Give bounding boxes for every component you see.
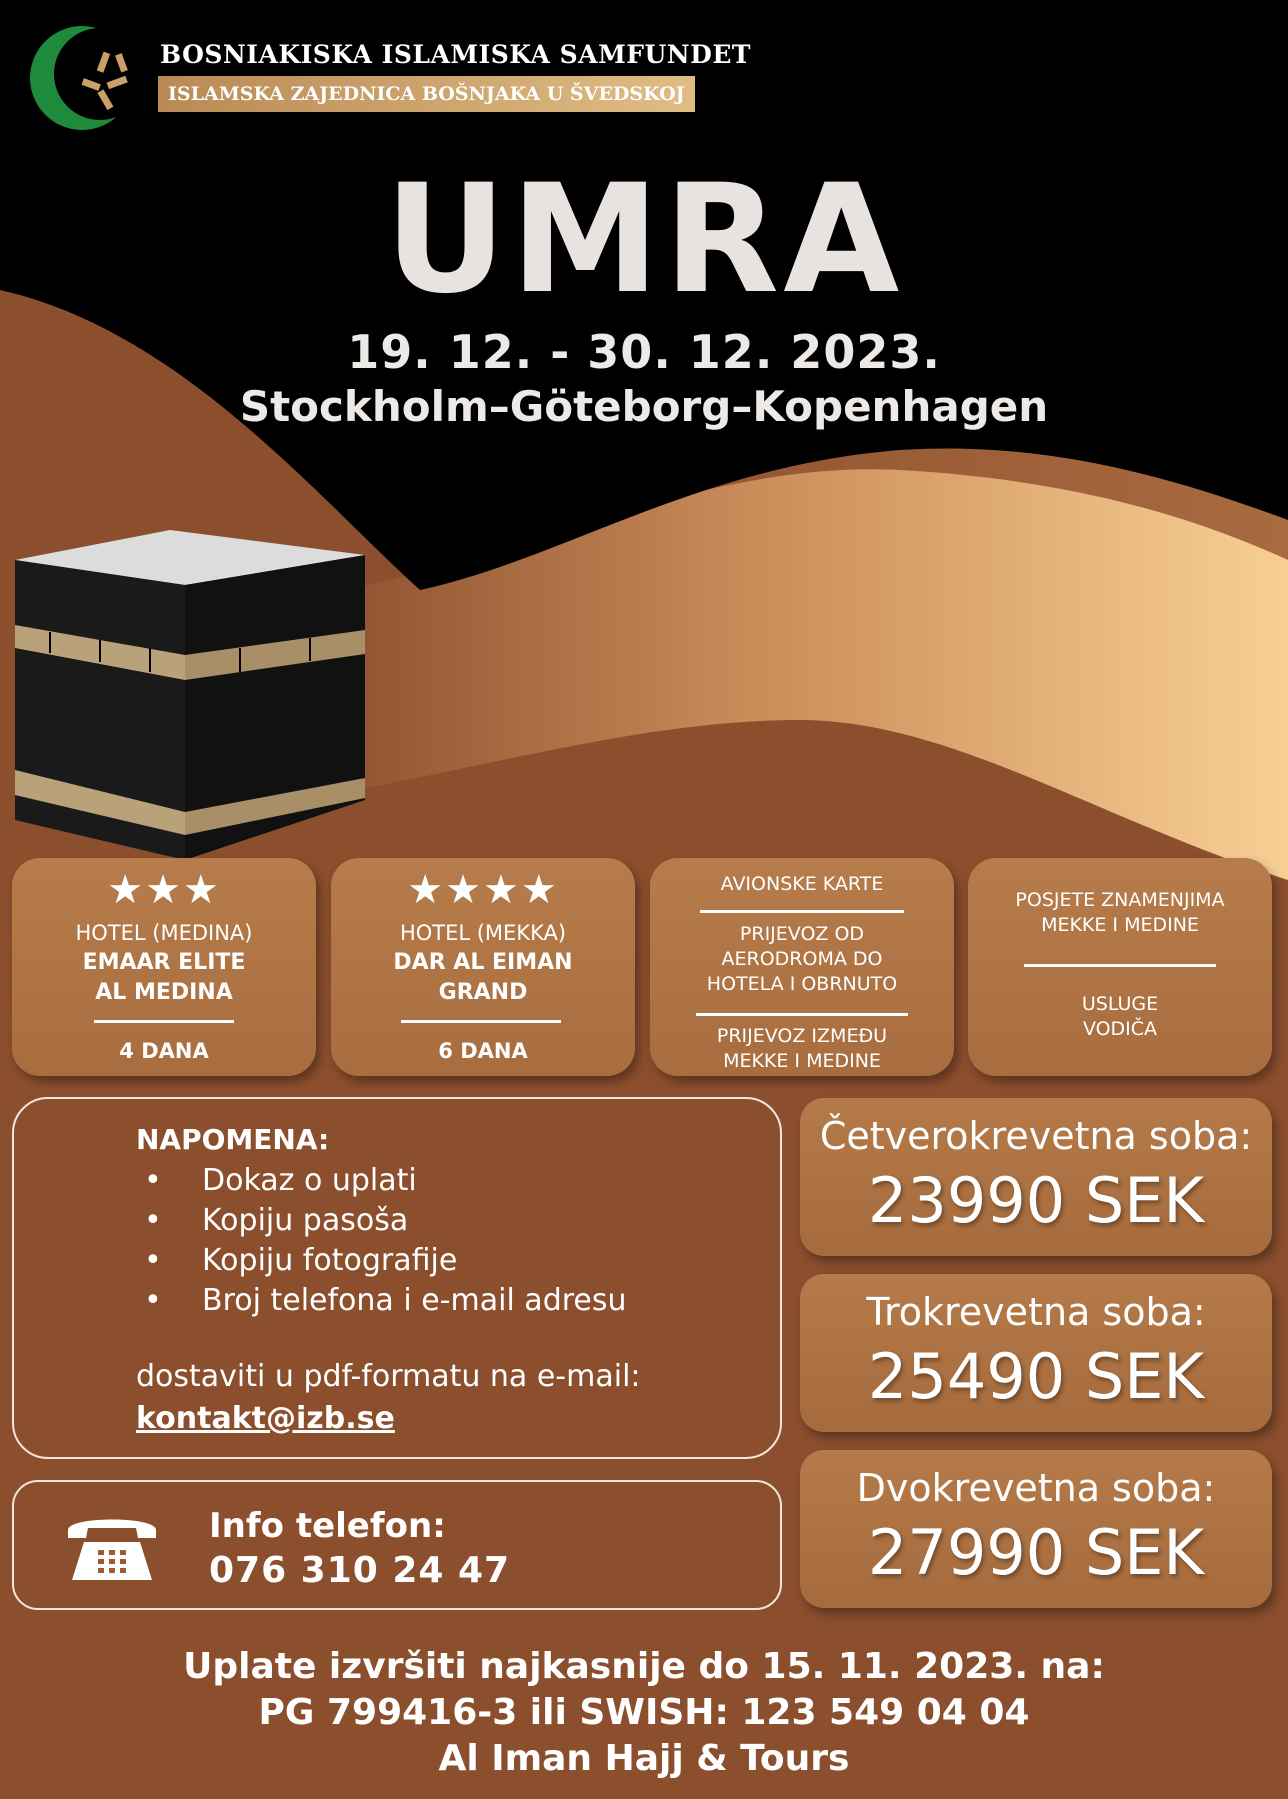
airport-transfer-line2: AERODROMA DO bbox=[721, 948, 883, 970]
sightseeing-line2: MEKKE I MEDINE bbox=[1041, 914, 1199, 936]
flight-tickets-text: AVIONSKE KARTE bbox=[720, 873, 884, 895]
delivery-instruction: dostaviti u pdf-formatu na e-mail: bbox=[136, 1359, 641, 1394]
room-price: 23990 SEK bbox=[867, 1164, 1205, 1237]
payment-deadline: Uplate izvršiti najkasnije do 15. 11. 2023. na: bbox=[183, 1646, 1105, 1687]
hotel-name-line2: AL MEDINA bbox=[95, 980, 233, 1005]
list-item: • Broj telefona i e-mail adresu bbox=[116, 1281, 627, 1321]
four-star-rating-icon: ★★★★ bbox=[407, 867, 559, 913]
bullet-icon: • bbox=[144, 1283, 162, 1318]
phone-number[interactable]: 076 310 24 47 bbox=[209, 1550, 511, 1591]
price-card-quad-room bbox=[800, 1098, 1272, 1256]
hotel-name-line1: DAR AL EIMAN bbox=[393, 950, 573, 975]
logo-crescent-icon bbox=[22, 18, 142, 138]
feature-card-sightseeing bbox=[968, 858, 1272, 1076]
feature-card-transport bbox=[650, 858, 954, 1076]
travel-dates: 19. 12. - 30. 12. 2023. bbox=[347, 325, 941, 379]
payment-details: PG 799416-3 ili SWISH: 123 549 04 04 bbox=[258, 1692, 1030, 1733]
page-title: UMRA bbox=[384, 153, 904, 327]
stay-duration: 6 DANA bbox=[438, 1039, 528, 1063]
phone-label: Info telefon: bbox=[209, 1506, 446, 1546]
room-type: Četverokrevetna soba: bbox=[819, 1114, 1253, 1158]
guide-services-line1: USLUGE bbox=[1081, 993, 1159, 1015]
three-star-rating-icon: ★★★ bbox=[107, 867, 221, 913]
divider bbox=[401, 1020, 561, 1023]
contact-phone-box bbox=[12, 1480, 782, 1610]
hotel-name-line1: EMAAR ELITE bbox=[82, 950, 246, 975]
travel-route: Stockholm–Göteborg–Kopenhagen bbox=[239, 382, 1049, 431]
email-link[interactable]: kontakt@izb.se bbox=[136, 1401, 395, 1436]
room-type: Trokrevetna soba: bbox=[866, 1290, 1206, 1334]
divider bbox=[700, 910, 904, 913]
divider bbox=[1024, 964, 1216, 967]
hotel-label: HOTEL (MEDINA) bbox=[75, 921, 253, 945]
intercity-transfer-line2: MEKKE I MEDINE bbox=[723, 1050, 881, 1072]
price-card-double-room bbox=[800, 1450, 1272, 1608]
requirements-note bbox=[12, 1097, 782, 1459]
airport-transfer-line1: PRIJEVOZ OD bbox=[739, 923, 865, 945]
feature-card-mekka-hotel bbox=[331, 858, 635, 1076]
room-price: 27990 SEK bbox=[867, 1516, 1205, 1589]
airport-transfer-line3: HOTELA I OBRNUTO bbox=[706, 973, 898, 995]
list-item: • Dokaz o uplati bbox=[116, 1161, 627, 1201]
bullet-icon: • bbox=[144, 1203, 162, 1238]
stay-duration: 4 DANA bbox=[119, 1039, 209, 1063]
room-price: 25490 SEK bbox=[867, 1340, 1205, 1413]
telephone-icon bbox=[62, 1508, 162, 1586]
feature-card-medina-hotel bbox=[12, 858, 316, 1076]
org-name-swedish: BOSNIAKISKA ISLAMISKA SAMFUNDET bbox=[160, 40, 751, 69]
guide-services-line2: VODIČA bbox=[1082, 1018, 1158, 1040]
hotel-label: HOTEL (MEKKA) bbox=[399, 921, 567, 945]
list-item: • Kopiju fotografije bbox=[116, 1241, 627, 1281]
intercity-transfer-line1: PRIJEVOZ IZMEĐU bbox=[716, 1025, 888, 1047]
requirements-list bbox=[116, 1161, 627, 1321]
bullet-icon: • bbox=[144, 1163, 162, 1198]
price-card-triple-room bbox=[800, 1274, 1272, 1432]
org-name-bosnian: ISLAMSKA ZAJEDNICA BOŠNJAKA U ŠVEDSKOJ bbox=[158, 76, 695, 112]
sightseeing-line1: POSJETE ZNAMENJIMA bbox=[1015, 889, 1225, 911]
list-item: • Kopiju pasoša bbox=[116, 1201, 627, 1241]
room-type: Dvokrevetna soba: bbox=[856, 1466, 1216, 1510]
bullet-icon: • bbox=[144, 1243, 162, 1278]
divider bbox=[696, 1013, 908, 1016]
divider bbox=[94, 1020, 234, 1023]
agency-name: Al Iman Hajj & Tours bbox=[438, 1738, 850, 1779]
kaaba-illustration bbox=[10, 530, 370, 860]
note-title: NAPOMENA: bbox=[136, 1123, 330, 1156]
hotel-name-line2: GRAND bbox=[438, 980, 528, 1005]
